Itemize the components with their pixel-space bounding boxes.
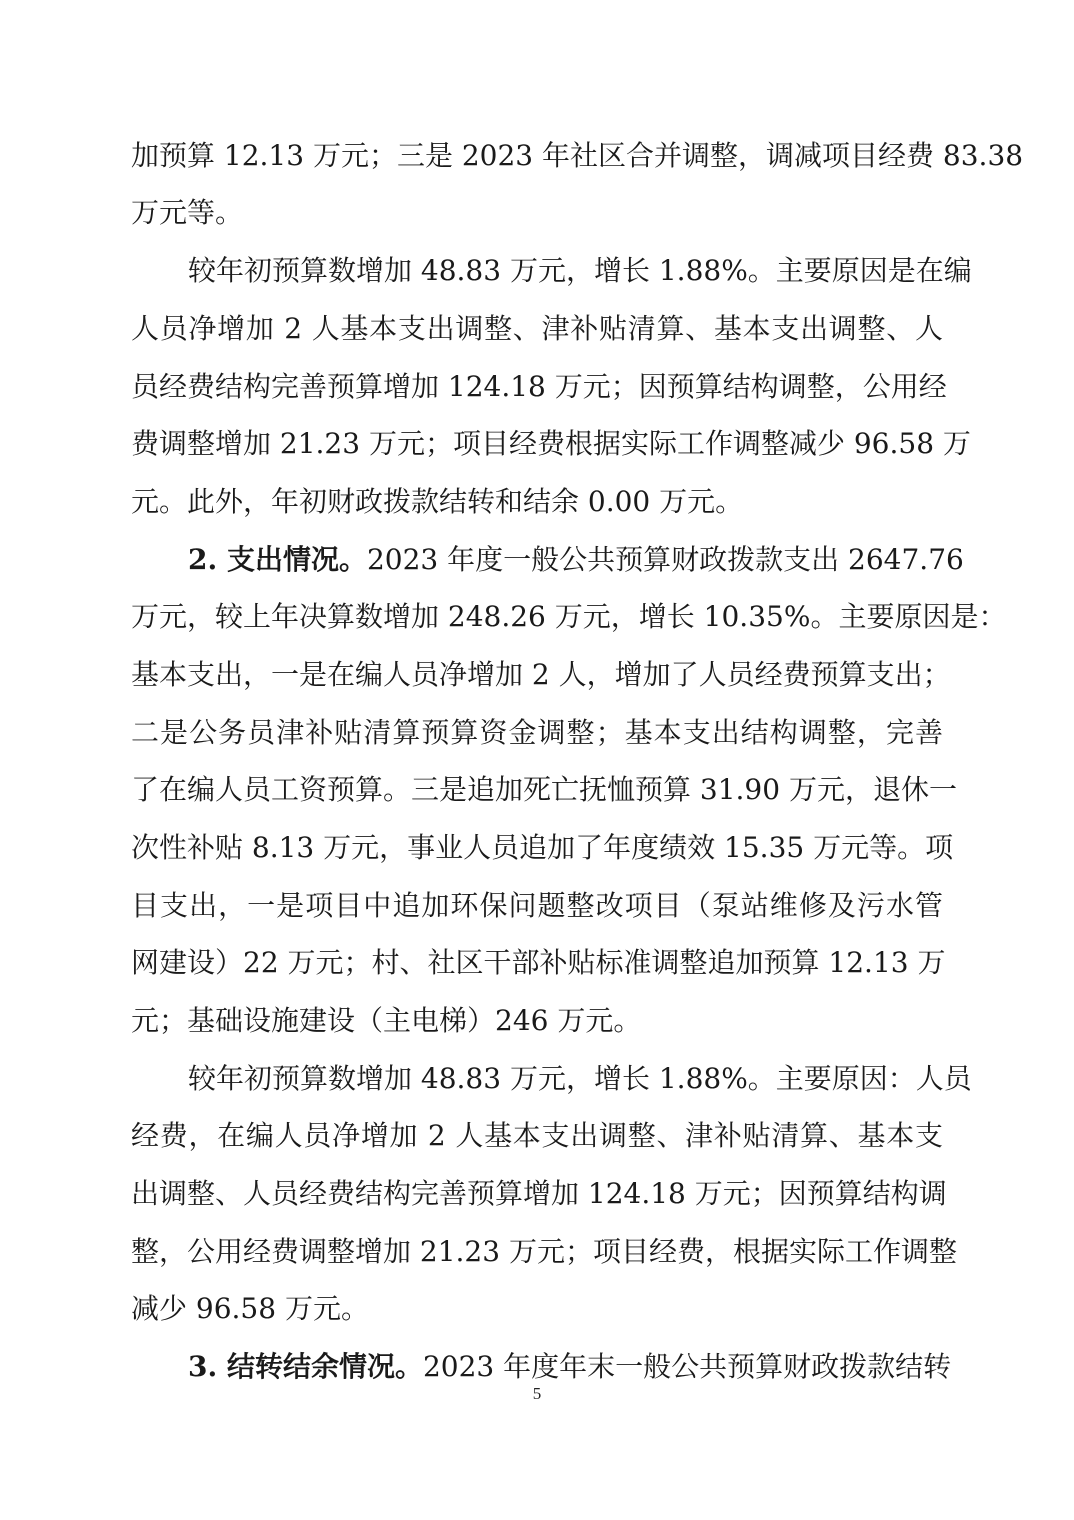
text-line: 出调整、人员经费结构完善预算增加 124.18 万元；因预算结构调 bbox=[131, 1177, 947, 1210]
text-line: 目支出，一是项目中追加环保问题整改项目（泵站维修及污水管 bbox=[131, 889, 943, 922]
text-line: 整，公用经费调整增加 21.23 万元；项目经费，根据实际工作调整 bbox=[131, 1235, 957, 1268]
text-line: 减少 96.58 万元。 bbox=[131, 1292, 369, 1325]
text-line: 二是公务员津补贴清算预算资金调整；基本支出结构调整，完善 bbox=[131, 716, 943, 749]
text-line: 网建设）22 万元；村、社区干部补贴标准调整追加预算 12.13 万 bbox=[131, 946, 946, 979]
text-line: 较年初预算数增加 48.83 万元，增长 1.88%。主要原因：人员 bbox=[188, 1062, 972, 1095]
text-line: 员经费结构完善预算增加 124.18 万元；因预算结构调整，公用经 bbox=[131, 370, 947, 403]
text-span: 2023 年度一般公共预算财政拨款支出 2647.76 bbox=[366, 543, 964, 576]
text-line: 基本支出，一是在编人员净增加 2 人，增加了人员经费预算支出； bbox=[131, 658, 951, 691]
text-line: 费调整增加 21.23 万元；项目经费根据实际工作调整减少 96.58 万 bbox=[131, 427, 971, 460]
text-line: 人员净增加 2 人基本支出调整、津补贴清算、基本支出调整、人 bbox=[131, 312, 943, 345]
text-line: 元；基础设施建设（主电梯）246 万元。 bbox=[131, 1004, 642, 1037]
text-span: 2023 年度年末一般公共预算财政拨款结转 bbox=[422, 1350, 952, 1383]
text-line: 经费，在编人员净增加 2 人基本支出调整、津补贴清算、基本支 bbox=[131, 1119, 943, 1152]
section-heading: 3. 结转结余情况。 bbox=[188, 1350, 423, 1383]
section-heading: 2. 支出情况。 bbox=[188, 543, 367, 576]
text-line: 次性补贴 8.13 万元，事业人员追加了年度绩效 15.35 万元等。项 bbox=[131, 831, 954, 864]
section-heading-line bbox=[188, 540, 964, 580]
text-line: 较年初预算数增加 48.83 万元，增长 1.88%。主要原因是在编 bbox=[188, 254, 972, 287]
text-line: 加预算 12.13 万元；三是 2023 年社区合并调整，调减项目经费 83.38 bbox=[131, 139, 1024, 172]
text-line: 万元，较上年决算数增加 248.26 万元，增长 10.35%。主要原因是： bbox=[131, 600, 1007, 633]
section-heading-line bbox=[188, 1347, 952, 1387]
text-line: 万元等。 bbox=[131, 196, 244, 229]
page-number: 5 bbox=[532, 1384, 542, 1403]
text-line: 元。此外，年初财政拨款结转和结余 0.00 万元。 bbox=[131, 485, 744, 518]
text-line: 了在编人员工资预算。三是追加死亡抚恤预算 31.90 万元，退休一 bbox=[131, 773, 957, 806]
